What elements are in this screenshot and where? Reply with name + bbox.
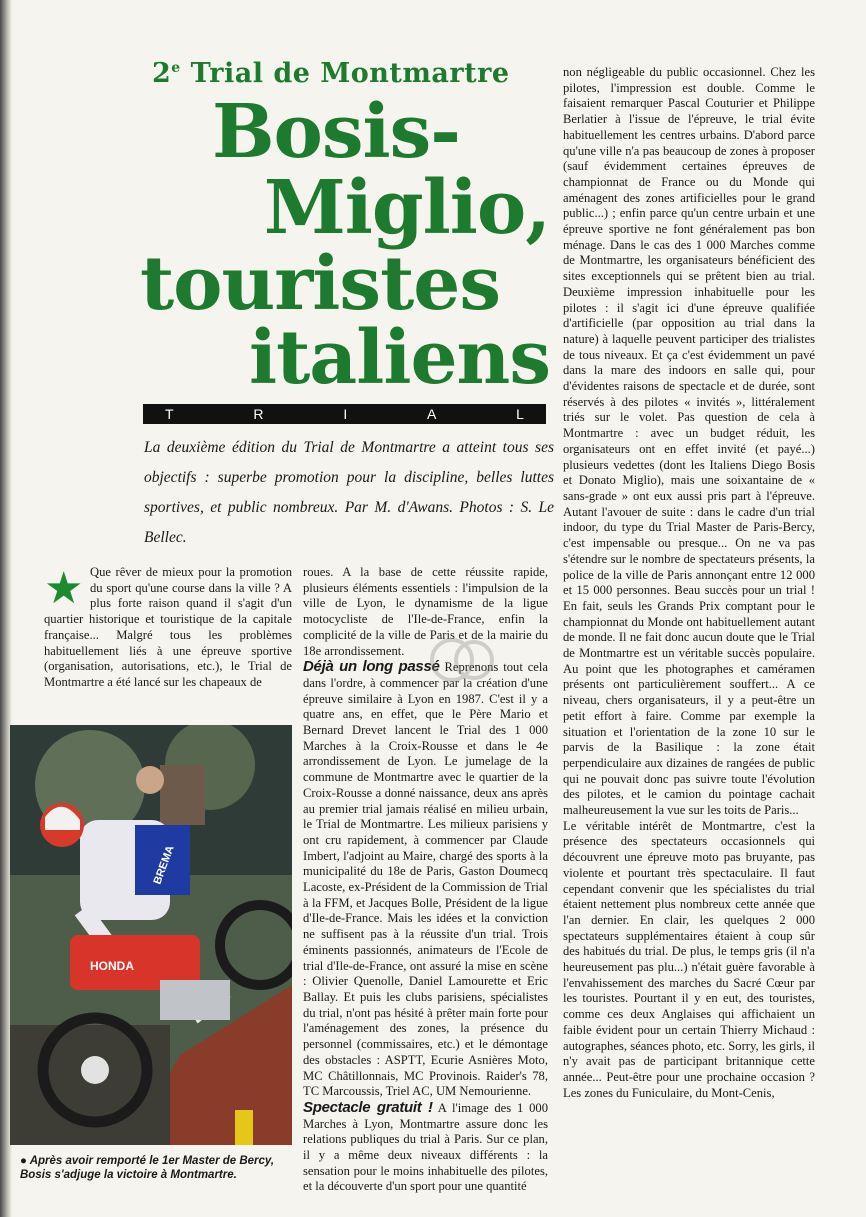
headline-line-4: italiens	[248, 315, 550, 401]
paragraph-intro: Que rêver de mieux pour la promotion du sport qu'une course dans la ville ? A plus forte raison quand il s'agit d'un quartier historique et touristique de la capitale française... Malgré tous les problèmes habituellement liés à une épreuve sportive (organisation, autorisations, etc.), le Trial de Montmartre a été lancé sur les chapeaux de	[44, 565, 292, 689]
photo-caption: ● Après avoir remporté le 1er Master de Bercy, Bosis s'adjuge la victoire à Montmartre.	[20, 1155, 275, 1181]
bike-sponsor-text: BREMA	[151, 844, 177, 887]
article-column-2	[303, 565, 548, 1195]
section-letter: R	[253, 406, 264, 422]
star-icon: ★	[44, 564, 84, 613]
headline-line-1: Bosis-	[211, 89, 460, 175]
section-letter: A	[427, 406, 437, 422]
section-bar	[143, 404, 546, 424]
bike-brand-text: HONDA	[90, 959, 134, 973]
headline-line-2: Miglio,	[263, 165, 550, 251]
paragraph-final: Le véritable intérêt de Montmartre, c'est la présence des spectateurs occasionnels qui découvrent une épreuve moto pas bruyante, pas violente et pourtant très spectaculaire. Il faut cependant convenir que les spécialistes du trial étaient nettement plus nombreux cette année que l'an dernier. En clair, les quelques 2 000 spectateurs supplémentaires étaient à coup sûr des habitués du trial. De plus, le temps gris (il n'a heureusement pas plu...) n'était guère favorable à l'envahissement des marches du Sacré Cœur par les touristes. Pourtant il y en eut, des touristes, comme ces deux Anglaises qui affichaient un faible évident pour un certain Thierry Michaud : autographes, séances photo, etc. Sorry, les girls, il n'y avait pas de participant britannique cette année... Peut-être pour une prochaine occasion ? Les zones du Funiculaire, du Mont-Cenis,	[563, 818, 815, 1100]
trial-photo	[10, 725, 292, 1145]
rider-illustration	[10, 725, 292, 1145]
subhead-runin: Spectacle gratuit !	[303, 1098, 433, 1116]
headline	[50, 89, 550, 401]
section-letter: L	[516, 406, 524, 422]
watermark-logo	[430, 635, 494, 685]
paragraph-column-3: non négligeable du public occasionnel. Chez les pilotes, l'impression est double. Comme le faisaient remarquer Pascal Couturier et Philippe Berlatier à l'issue de l'épreuve, le trial évite habituellement les centres urbains. D'abord parce qu'une ville n'a pas beaucoup de zones à proposer (sauf évidemment certaines épreuves de championnat de France ou du Monde qui aménagent des zones artificielles pour le grand public...) ; enfin parce qu'un centre urbain et une épreuve sportive ne font généralement pas bon ménage. Dans le cas des 1 000 Marches comme de Montmartre, les organisateurs bénéficient des sites exceptionnels qui se prêtent bien au trial. Deuxième impression inhabituelle pour les pilotes : il s'agit ici d'une épreuve qualifiée d'artificielle (par opposition au trial dans la nature) à laquelle peuvent participer des trialistes de tous niveaux. Et ça c'est évidemment un pavé dans la mare des indoors en salle qui, pour d'évidentes raisons de spectacle et de durée, sont réservés à des pilotes « invités », littéralement triés sur le volet. Pas question de cela à Montmartre : avec un budget réduit, les organisateurs ont en effet invité (et payé...) plusieurs vedettes (dont les Italiens Diego Bosis et Donato Miglio), mais une soixantaine de « sans-grade » ont eux aussi pris part à l'épreuve. Autant l'avouer de suite : dans le cadre d'un trial indoor, du type du Trial Master de Paris-Bercy, c'est impensable ou presque... On ne va pas s'étendre sur le nombre de spectateurs présents, la police de la ville de Paris annonçant entre 12 000 et 15 000 personnes. Beau succès pour un trial ! En fait, seuls les Grands Prix comptant pour le championnat du Monde ont habituellement autant de monde. Il ne fait donc aucun doute que le Trial de Montmartre est un véritable succès populaire. Au point que les photographes et caméramen présents ont particulièrement souffert... A ce niveau, chers organisateurs, il y a peut-être un petit effort à faire. Comme par exemple la situation et l'orientation de la zone 10 sur le parvis de la Basilique : la zone était perpendiculaire aux dizaines de rangées de public qui ne pouvait donc pas suivre toute l'évolution des pilotes, et le camion du pointage cachait malheureusement la vue sur les toits de Paris...	[563, 65, 815, 818]
subhead-runin: Déjà un long passé	[303, 658, 440, 676]
paragraph-column-2: roues. A la base de cette réussite rapide, plusieurs éléments essentiels : l'impulsion de la ville de Lyon, le dynamisme de la ligue motocycliste de l'Ile-de-France, enfin la complicité de la ville de Paris et de la mairie du 18e arrondissement. Déjà un long passé Reprenons tout cela dans l'ordre, à commencer par la création d'une épreuve similaire à Lyon en 1987. C'est il y a quatre ans, en effet, que le Père Mario et Bernard Drevet lancent le Trial des 1 000 Marches à la Croix-Rousse et dans le 4e arrondissement de Lyon. Le jumelage de la commune de Montmartre avec le quartier de la Croix-Rousse a donné naissance, deux ans après au premier trial jamais réalisé en milieu urbain, le Trial de Montmartre. Les milieux parisiens y ont cru rapidement, à commencer par Claude Imbert, l'adjoint au Maire, chargé des sports à la municipalité du 18e de Paris, Gaston Doumecq Lacoste, ex-Président de la Commission de Trial à la FFM, et Jacques Bolle, Président de la ligue d'Ile-de-France. Mais les idées et la conviction ne suffisent pas à la réussite d'un trial. Trois éminents passionnés, animateurs de l'Ecole de trial d'Ile-de-France, ont assuré la mise en scène : Olivier Quenolle, Daniel Lamourette et Eric Ballay. Et puis les clubs parisiens, spécialistes du trial, n'ont pas hésité à prêter main forte pour l'aménagement des zones, la présence du personnel (commissaires, etc.) et le démontage des obstacles : ASPTT, Ecurie Asnières Moto, MC Châtillonnais, MC Provinois. Raider's 78, TC Marcoussis, Triel AC, UM Nemourienne. Spectacle gratuit ! A l'image des 1 000 Marches à Lyon, Montmartre assure donc les relations publiques du trial à Paris. Sur ce plan, il y a même deux niveaux différents : la sensation pour le moins inhabituelle des pilotes, et la découverte d'un sport pour une quantité	[303, 565, 548, 1194]
lead-paragraph: La deuxième édition du Trial de Montmartre a atteint tous ses objectifs : superbe promotion pour la discipline, belles luttes sportives, et public nombreux. Par M. d'Awans. Photos : S. Le Bellec.	[144, 439, 554, 546]
article-column-1	[44, 565, 292, 691]
section-letter: I	[343, 406, 348, 422]
headline-line-3: touristes	[139, 241, 500, 327]
article-column-3	[563, 65, 815, 1101]
kicker-title: 2e Trial de Montmartre	[152, 58, 510, 89]
section-letter: T	[165, 406, 174, 422]
